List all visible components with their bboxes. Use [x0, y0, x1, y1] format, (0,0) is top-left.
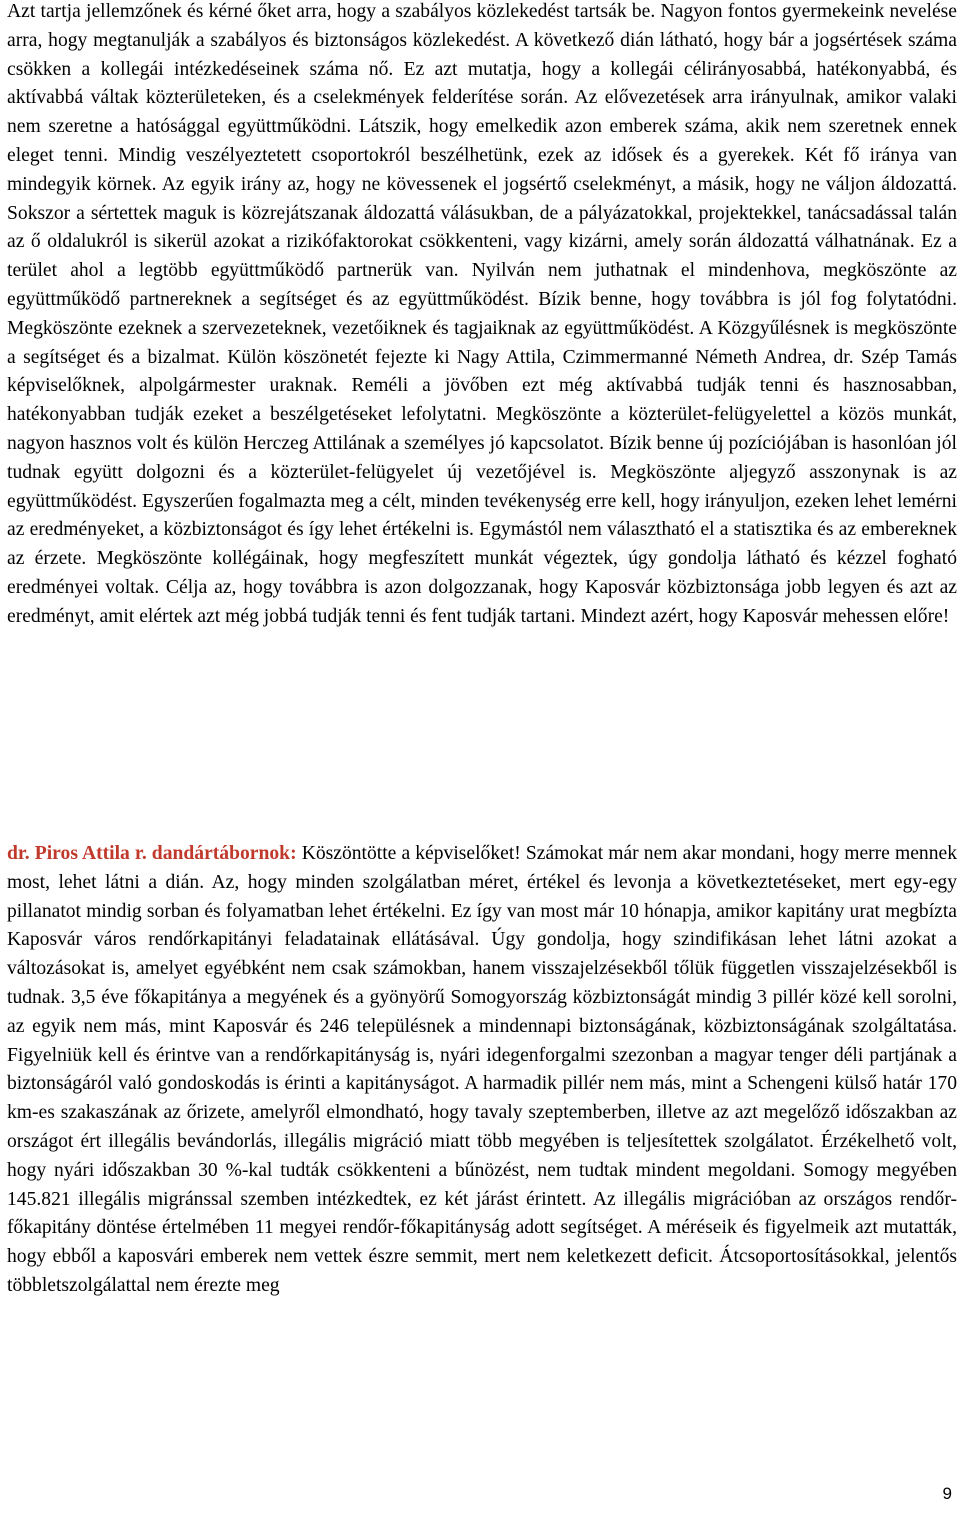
paragraph-2 — [7, 840, 957, 1301]
speaker-name: dr. Piros Attila r. dandártábornok: — [7, 843, 297, 864]
paragraph-1: Azt tartja jellemzőnek és kérné őket arra, hogy a szabályos közlekedést tartsák be. Nagyon fontos gyermekeink nevelése arra, hogy megtanulják a szabályos és biztonságos közlekedést. A következő dián látható, hogy bár a jogsértések száma csökken a kollegái intézkedéseinek száma nő. Ez azt mutatja, hogy a kollegái célirányosabbá, hatékonyabbá, és aktívabbá váltak közterületeken, és a cselekmények felderítése során. Az elővezetések arra irányulnak, amikor valaki nem szeretne a hatósággal együttműködni. Látszik, hogy emelkedik azon emberek száma, akik nem szeretnek ennek eleget tenni. Mindig veszélyeztetett csoportokról beszélhetünk, ezek az idősek és a gyerekek. Két fő iránya van mindegyik körnek. Az egyik irány az, hogy ne kövessenek el jogsértő cselekményt, a másik, hogy ne váljon áldozattá. Sokszor a sértettek maguk is közrejátszanak áldozattá válásukban, de a pályázatokkal, projektekkel, tanácsadással talán az ő oldalukról is sikerül azokat a rizikófaktorokat csökkenteni, vagy kizárni, amely során áldozattá válhatnának. Ez a terület ahol a legtöbb együttműködő partnerük van. Nyilván nem juthatnak el mindenhova, megköszönte az együttműködő partnereknek a segítséget és az együttműködést. Bízik benne, hogy továbbra is jól fog folytatódni. Megköszönte ezeknek a szervezeteknek, vezetőiknek és tagjaiknak az együttműködést. A Közgyűlésnek is megköszönte a segítséget és a bizalmat. Külön köszönetét fejezte ki Nagy Attila, Czimmermanné Németh Andrea, dr. Szép Tamás képviselőknek, alpolgármester uraknak. Reméli a jövőben ezt még aktívabbá tudják tenni és hasznosabban, hatékonyabban tudják ezeket a beszélgetéseket lefolytatni. Megköszönte a közterület-felügyelettel a közös munkát, nagyon hasznos volt és külön Herczeg Attilának a személyes jó kapcsolatot. Bízik benne új pozíciójában is hasonlóan jól tudnak együtt dolgozni és a közterület-felügyelet új vezetőjével is. Megköszönte aljegyző asszonynak is az együttműködést. Egyszerűen fogalmazta meg a célt, minden tevékenység erre kell, hogy irányuljon, ezeken lehet lemérni az eredményeket, a közbiztonságot és így lehet értékelni is. Egymástól nem választható el a statisztika és az embereknek az érzete. Megköszönte kollégáinak, hogy megfeszített munkát végeztek, úgy gondolja látható és kézzel fogható eredményei voltak. Célja az, hogy továbbra is azon dolgozzanak, hogy Kaposvár közbiztonsága jobb legyen és azt az eredményt, amit elértek azt még jobbá tudják tenni és fent tudják tartani. Mindezt azért, hogy Kaposvár mehessen előre! — [7, 1, 957, 627]
document-page — [7, 0, 957, 1520]
page-number: 9 — [942, 1484, 952, 1503]
paragraph-2-body: Köszöntötte a képviselőket! Számokat már nem akar mondani, hogy merre mennek most, lehet látni a dián. Az, hogy minden szolgálatban méret, értékel és levonja a következtetéseket, mert egy-egy pillanatot mindig sorban és folyamatban lehet értékelni. Ez így van most már 10 hónapja, amikor kapitány urat megbízta Kaposvár város rendőrkapitányi feladatainak ellátásával. Úgy gondolja, hogy szindifikásan lehet látni azokat a változásokat is, amelyet egyébként nem csak számokban, hanem visszajelzésekből tőlük független visszajelzésekből is tudnak. 3,5 éve főkapitánya a megyének és a gyönyörű Somogyország közbiztonságát mindig 3 pillér közé kell sorolni, az egyik nem más, mint Kaposvár és 246 településnek a mindennapi biztonságának, közbiztonságának szolgáltatása. Figyelniük kell és érintve van a rendőrkapitányság is, nyári idegenforgalmi szezonban a magyar tenger déli partjának a biztonságáról való gondoskodás is érinti a kapitányságot. A harmadik pillér nem más, mint a Schengeni külső határ 170 km-es szakaszának az őrizete, amelyről elmondható, hogy tavaly szeptemberben, illetve az azt megelőző időszakban az országot ért illegális bevándorlás, illegális migráció miatt több megyében is teljesítettek szolgálatot. Érzékelhető volt, hogy nyári időszakban 30 %-kal tudták csökkenteni a bűnözést, nem tudtak mindent megoldani. Somogy megyében 145.821 illegális migránssal szemben intézkedtek, ez két járást érintett. Az illegális migrációban az országos rendőr-főkapitány döntése értelmében 11 megyei rendőr-főkapitányság adott segítséget. A méréseik és figyelmeik azt mutatták, hogy ebből a kaposvári emberek nem vettek észre semmit, mert nem keletkezett deficit. Átcsoportosításokkal, jelentős többletszolgálattal nem érezte meg — [7, 843, 957, 1296]
